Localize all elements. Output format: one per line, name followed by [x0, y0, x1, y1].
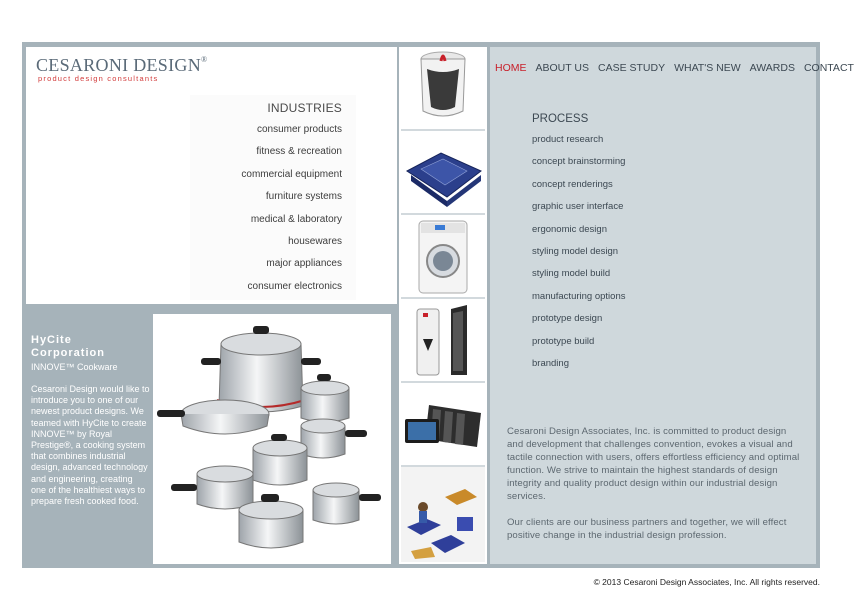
kiosk-icon [401, 299, 485, 381]
thumb-grill[interactable] [401, 131, 485, 215]
process-link-concept-renderings[interactable]: concept renderings [532, 178, 613, 190]
grill-icon [401, 131, 485, 213]
thumb-electronics[interactable] [401, 383, 485, 467]
registered-mark: ® [201, 55, 208, 64]
about-text [507, 425, 805, 555]
nav-contact[interactable]: CONTACT [803, 62, 854, 74]
process-link-product-research[interactable]: product research [532, 134, 604, 145]
about-paragraph-1: Cesaroni Design Associates, Inc. is committed to product design and development that challenges convention, evokes a visual and tactile connection with users, offers effortless efficiency and optimal function. We strive to maintain the highest standards of design integrity and quality product design within our industrial design services. [507, 426, 800, 502]
industry-link-consumer-electronics[interactable]: consumer electronics [247, 280, 342, 292]
process-link-manufacturing-options[interactable]: manufacturing options [532, 290, 626, 302]
industry-link-major-appliances[interactable]: major appliances [266, 258, 342, 270]
copyright-footer: © 2013 Cesaroni Design Associates, Inc. All rights reserved. [593, 577, 820, 587]
top-navigation [495, 58, 863, 76]
feature-title-line-1: HyCite [31, 334, 72, 346]
process-link-styling-model-design[interactable]: styling model design [532, 245, 619, 257]
industry-link-fitness[interactable]: fitness & recreation [256, 146, 342, 158]
kettle-appliance-icon [401, 47, 485, 129]
industry-link-housewares[interactable]: housewares [288, 235, 342, 247]
thumb-kiosk[interactable] [401, 299, 485, 383]
industry-link-furniture[interactable]: furniture systems [265, 191, 342, 203]
industries-heading: INDUSTRIES [267, 101, 342, 115]
industries-menu [190, 95, 356, 300]
feature-subtitle: INNOVE™ Cookware [31, 362, 118, 372]
industry-link-consumer-products[interactable]: consumer products [256, 124, 342, 135]
process-link-styling-model-build[interactable]: styling model build [532, 268, 611, 280]
brand-logo[interactable] [36, 55, 207, 83]
thumb-washer[interactable] [401, 215, 485, 299]
process-heading: PROCESS [532, 113, 589, 125]
nav-home[interactable]: HOME [495, 62, 527, 74]
process-link-concept-brainstorming[interactable]: concept brainstorming [532, 156, 626, 168]
washer-icon [401, 215, 485, 297]
process-link-branding[interactable]: branding [532, 357, 569, 369]
about-paragraph-2: Our clients are our business partners and together, we will effect positive change in the industrial design profession. [507, 517, 787, 541]
furniture-icon [401, 467, 485, 562]
brand-name: CESARONI DESIGN [36, 55, 202, 75]
right-menu-panel [490, 47, 854, 564]
process-link-prototype-build[interactable]: prototype build [532, 335, 595, 347]
thumb-furniture[interactable] [401, 467, 485, 562]
process-menu [532, 113, 625, 375]
process-link-gui[interactable]: graphic user interface [532, 201, 624, 213]
product-thumbnails [399, 47, 487, 564]
cookware-image[interactable] [153, 314, 391, 564]
nav-about-us[interactable]: ABOUT US [535, 62, 589, 74]
thumb-kettle-appliance[interactable] [401, 47, 485, 131]
cookware-set-icon [153, 314, 391, 564]
industry-link-medical[interactable]: medical & laboratory [250, 213, 342, 225]
feature-title-line-2: Corporation [31, 347, 105, 359]
electronics-icon [401, 383, 485, 465]
nav-whats-new[interactable]: WHAT'S NEW [674, 62, 741, 74]
feature-body: Cesaroni Design would like to introduce you to one of our newest product designs. We teamed with HyCite to create INNOVE™ by Royal Prestige®, a cooking system that combines industrial design, advanced technology and engineering, creating one of the healthiest ways to prepare fresh cooked food. [31, 384, 150, 507]
feature-story [26, 314, 150, 564]
process-link-ergonomic-design[interactable]: ergonomic design [532, 223, 607, 235]
nav-awards[interactable]: AWARDS [749, 62, 795, 74]
brand-tagline: product design consultants [38, 74, 159, 83]
industry-link-commercial-equipment[interactable]: commercial equipment [241, 168, 342, 180]
nav-case-study[interactable]: CASE STUDY [597, 62, 666, 74]
process-link-prototype-design[interactable]: prototype design [532, 313, 603, 325]
feature-title [26, 334, 150, 360]
